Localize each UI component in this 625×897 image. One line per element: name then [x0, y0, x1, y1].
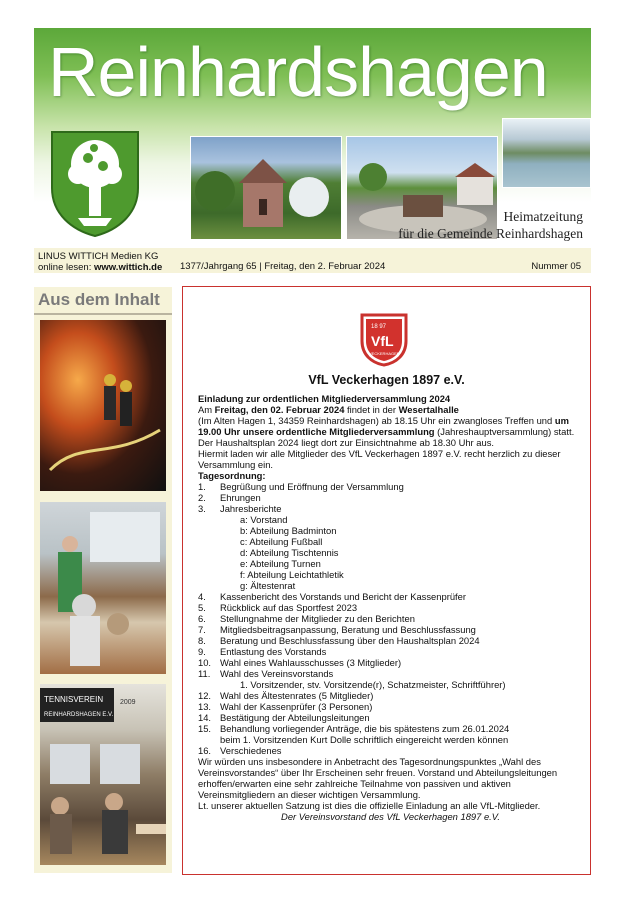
agenda-number: 3. — [198, 503, 206, 514]
agenda-subitem: e: Abteilung Turnen — [240, 558, 321, 569]
agenda-text: Ehrungen — [220, 492, 261, 503]
agenda-number — [198, 558, 220, 569]
agenda-item — [198, 624, 583, 635]
agenda-item — [198, 536, 583, 547]
contents-sidebar — [34, 287, 172, 873]
agenda-item — [198, 602, 583, 613]
meeting-date: Freitag, den 02. Februar 2024 — [214, 404, 345, 415]
agenda-text: Kassenbericht des Vorstands und Bericht der Kassenprüfer — [220, 591, 466, 602]
agenda-list — [198, 481, 583, 756]
agenda-text: Wahl der Kassenprüfer (3 Personen) — [220, 701, 373, 712]
agenda-subitem: d: Abteilung Tischtennis — [240, 547, 339, 558]
agenda-subitem: f: Abteilung Leichtathletik — [240, 569, 344, 580]
article-box — [182, 286, 591, 875]
tennisverein-photo[interactable] — [40, 684, 166, 865]
agenda-text: beim 1. Vorsitzenden Kurt Dolle schriftlich eingereicht werden können — [220, 734, 509, 745]
agenda-number: 11. — [198, 668, 211, 679]
agenda-item — [198, 679, 583, 690]
agenda-number: 5. — [198, 602, 206, 613]
agenda-item — [198, 525, 583, 536]
logo-text: VfL — [371, 333, 394, 349]
agenda-number: 9. — [198, 646, 206, 657]
masthead — [34, 28, 591, 246]
agenda-number — [198, 536, 220, 547]
tagline — [398, 208, 583, 242]
agenda-item — [198, 668, 583, 679]
closing-note: Lt. unserer aktuellen Satzung ist dies die offizielle Einladung an alle VfL-Mitglieder. — [198, 800, 541, 811]
agenda-text: Stellungnahme der Mitglieder zu den Berichten — [220, 613, 415, 624]
agenda-item — [198, 690, 583, 701]
agenda-number: 14. — [198, 712, 212, 723]
agenda-number: 8. — [198, 635, 206, 646]
agenda-number — [198, 525, 220, 536]
invitation-note: Hiermit laden wir alle Mitglieder des VfL Veckerhagen 1897 e.V. recht herzlich zu dieser Versammlung ein. — [198, 448, 561, 470]
agenda-text: Mitgliedsbeitragsanpassung, Beratung und Beschlussfassung — [220, 624, 476, 635]
article-content — [198, 393, 583, 822]
agenda-text: Verschiedenes — [220, 745, 282, 756]
agenda-number — [198, 547, 220, 558]
river-photo — [502, 118, 591, 188]
agenda-number — [198, 679, 220, 690]
closing-paragraph: Wir würden uns insbesondere in Anbetracht des Tagesordnungspunktes „Wahl des Vereinsvorstandes“ über Ihr Erscheinen sehr freuen. Vorstand und Abteilungsleitungen erhoffen/erwarten eine sehr zahlreiche Teilnahme von passiven und aktiven Vereinsmitgliedern an dieser wichtigen Versammlung. — [198, 756, 558, 800]
text-run: Am — [198, 404, 215, 415]
agenda-text: Wahl des Vereinsvorstands — [220, 668, 334, 679]
website-link[interactable]: www.wittich.de — [93, 262, 163, 273]
agenda-subitem: b: Abteilung Badminton — [240, 525, 337, 536]
agenda-number: 6. — [198, 613, 206, 624]
agenda-item — [198, 591, 583, 602]
agenda-item — [198, 657, 583, 668]
agenda-text: Jahresberichte — [220, 503, 282, 514]
agenda-text: Wahl eines Wahlausschusses (3 Mitglieder) — [220, 657, 402, 668]
publisher-block — [38, 251, 162, 273]
logo-place: VECKERHAGEN — [369, 351, 400, 356]
agenda-text: Entlastung des Vorstands — [220, 646, 327, 657]
agenda-item — [198, 745, 583, 756]
contents-heading: Aus dem Inhalt — [38, 290, 160, 309]
logo-year: 18 97 — [371, 324, 387, 330]
agenda-item — [198, 723, 583, 734]
agenda-number — [198, 734, 220, 745]
agenda-text: Bestätigung der Abteilungsleitungen — [220, 712, 370, 723]
firefighters-photo[interactable] — [40, 320, 166, 491]
agenda-number — [198, 514, 220, 525]
text-run: findet in der — [344, 404, 399, 415]
agenda-number: 7. — [198, 624, 206, 635]
sign-text: TENNISVEREIN — [44, 695, 104, 704]
agenda-text: Begrüßung und Eröffnung der Versammlung — [220, 481, 404, 492]
agenda-item — [198, 580, 583, 591]
agenda-number: 4. — [198, 591, 206, 602]
church-photo — [190, 136, 342, 240]
agenda-item — [198, 503, 583, 514]
agenda-item — [198, 701, 583, 712]
online-label: online lesen: — [38, 262, 94, 273]
agenda-number: 16. — [198, 745, 212, 756]
club-logo-icon — [358, 311, 410, 367]
text-run: (Im Alten Hagen 1, 34359 Reinhardshagen) ab 18.15 Uhr ein zwangloses Treffen und — [198, 415, 555, 426]
agenda-number: 2. — [198, 492, 206, 503]
agenda-number: 10. — [198, 657, 212, 668]
agenda-subitem: c: Abteilung Fußball — [240, 536, 323, 547]
agenda-text: Rückblick auf das Sportfest 2023 — [220, 602, 358, 613]
tagline-line: für die Gemeinde Reinhardshagen — [398, 226, 583, 241]
publisher-name: LINUS WITTICH Medien KG — [38, 251, 159, 262]
agenda-number: 1. — [198, 481, 206, 492]
info-bar — [34, 248, 591, 273]
agenda-heading: Tagesordnung: — [198, 470, 266, 481]
agenda-subitem: 1. Vorsitzender, stv. Vorsitzende(r), Schatzmeister, Schriftführer) — [240, 679, 506, 690]
agenda-item — [198, 558, 583, 569]
issue-info: 1377/Jahrgang 65 | Freitag, den 2. Februar 2024 — [180, 261, 386, 272]
agenda-subitem: g: Ältestenrat — [240, 580, 296, 591]
agenda-item — [198, 569, 583, 580]
agenda-subitem: a: Vorstand — [240, 514, 288, 525]
text-run: (Jahreshauptversammlung) statt. — [434, 426, 575, 437]
meeting-venue: Wesertalhalle — [398, 404, 459, 415]
tagline-line: Heimatzeitung — [503, 209, 583, 224]
agenda-text: Wahl des Ältestenrates (5 Mitglieder) — [220, 690, 374, 701]
divider — [34, 313, 172, 315]
issue-number: Nummer 05 — [531, 261, 581, 272]
budget-note: Der Haushaltsplan 2024 liegt dort zur Einsichtnahme ab 18.30 Uhr aus. — [198, 437, 495, 448]
agenda-item — [198, 613, 583, 624]
agenda-number: 12. — [198, 690, 212, 701]
agenda-number: 13. — [198, 701, 212, 712]
agenda-item — [198, 635, 583, 646]
coat-of-arms-icon — [48, 126, 142, 238]
meeting-room-photo[interactable] — [40, 502, 166, 674]
sign-year: 2009 — [120, 699, 136, 706]
agenda-text: Behandlung vorliegender Anträge, die bis spätestens zum 26.01.2024 — [220, 723, 510, 734]
meeting-time: um 19.00 Uhr unsere ordentliche Mitgliederversammlung — [198, 415, 569, 437]
agenda-text: Beratung und Beschlussfassung über den Haushaltsplan 2024 — [220, 635, 480, 646]
agenda-number — [198, 580, 220, 591]
club-title: VfL Veckerhagen 1897 e.V. — [308, 373, 465, 387]
agenda-item — [198, 481, 583, 492]
invite-paragraph — [198, 404, 583, 437]
newspaper-title: Reinhardshagen — [48, 33, 548, 111]
agenda-item — [198, 547, 583, 558]
agenda-item — [198, 712, 583, 723]
agenda-item — [198, 514, 583, 525]
agenda-item — [198, 492, 583, 503]
agenda-number: 15. — [198, 723, 212, 734]
signature: Der Vereinsvorstand des VfL Veckerhagen 1897 e.V. — [281, 811, 500, 822]
sign-text: REINHARDSHAGEN E.V. — [44, 712, 114, 718]
agenda-item — [198, 646, 583, 657]
invite-heading: Einladung zur ordentlichen Mitgliederversammlung 2024 — [198, 393, 451, 404]
agenda-item — [198, 734, 583, 745]
agenda-number — [198, 569, 220, 580]
